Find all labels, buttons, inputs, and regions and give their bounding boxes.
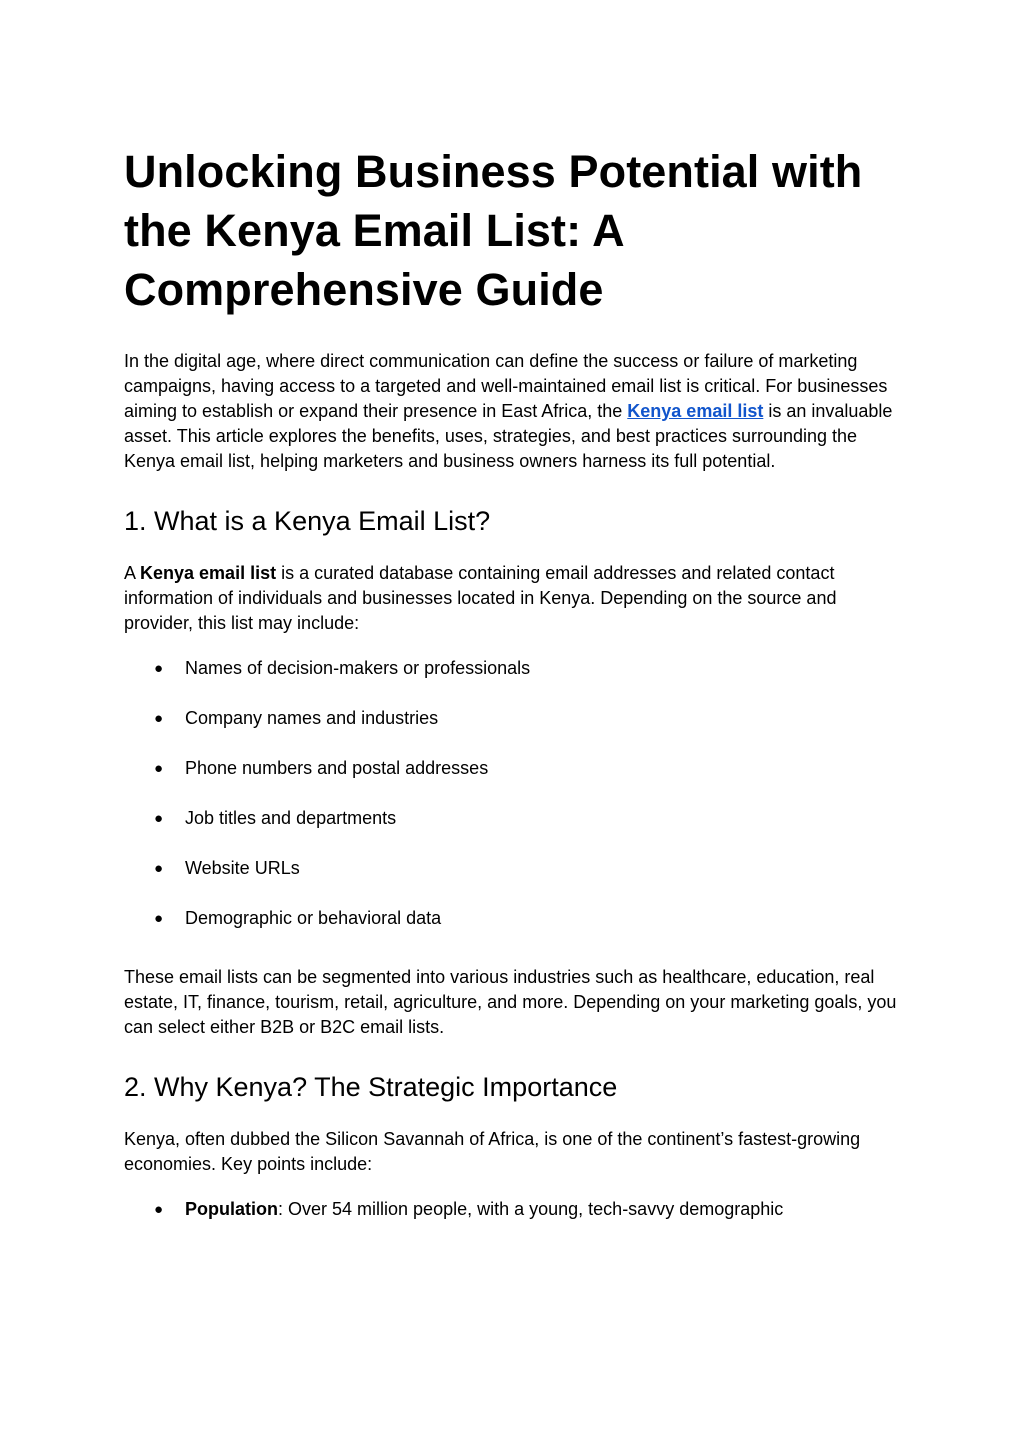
list-item-text: Website URLs: [185, 858, 300, 878]
section-heading-why-kenya: 2. Why Kenya? The Strategic Importance: [124, 1072, 618, 1102]
definition-paragraph: [124, 561, 900, 636]
why-kenya-paragraph: Kenya, often dubbed the Silicon Savannah of Africa, is one of the continent’s fastest-growing economies. Key points include:: [124, 1129, 861, 1174]
definition-bold-term: Kenya email list: [140, 563, 277, 583]
list-item: [124, 1197, 900, 1222]
kenya-email-list-link[interactable]: Kenya email list: [627, 401, 764, 421]
list-item-text: Names of decision-makers or professionals: [185, 658, 531, 678]
list-item-text: Company names and industries: [185, 708, 439, 728]
list-item-text: : Over 54 million people, with a young, tech-savvy demographic: [278, 1199, 784, 1219]
list-item: [124, 906, 900, 931]
intro-text-start: In the digital age, where direct communication can define the success or failure of marketing campaigns, having access to a targeted and well-maintained email list is critical. For businesses aiming to establish or expand their presence in East Africa, the: [124, 351, 888, 421]
bullet-icon: ●: [154, 710, 164, 727]
bullet-icon: ●: [154, 860, 164, 877]
list-item-text: Phone numbers and postal addresses: [185, 758, 489, 778]
document-page: [124, 142, 900, 1247]
bullet-icon: ●: [154, 810, 164, 827]
intro-text-end: is an invaluable asset. This article explores the benefits, uses, strategies, and best practices surrounding the Kenya email list, helping marketers and business owners harness its full potential.: [124, 401, 893, 471]
bullet-icon: ●: [154, 1201, 164, 1218]
list-item-text: Job titles and departments: [185, 808, 397, 828]
list-item: [124, 806, 900, 831]
list-item-bold: Population: [185, 1199, 278, 1219]
list-item: [124, 706, 900, 731]
key-points-bullet-list: [124, 1197, 900, 1222]
contents-bullet-list: [124, 656, 900, 931]
bullet-icon: ●: [154, 660, 164, 677]
definition-rest: is a curated database containing email addresses and related contact information of individuals and businesses located in Kenya. Depending on the source and provider, this list may include:: [124, 563, 837, 633]
list-item: [124, 656, 900, 681]
definition-prefix: A: [124, 563, 141, 583]
intro-paragraph: [124, 349, 900, 474]
document-title: Unlocking Business Potential with the Kenya Email List: A Comprehensive Guide: [124, 146, 863, 315]
bullet-icon: ●: [154, 760, 164, 777]
section-heading-what-is: 1. What is a Kenya Email List?: [124, 506, 491, 536]
list-item: [124, 856, 900, 881]
list-item: [124, 756, 900, 781]
bullet-icon: ●: [154, 910, 164, 927]
list-item-text: Demographic or behavioral data: [185, 908, 442, 928]
segmentation-paragraph: These email lists can be segmented into various industries such as healthcare, education, real estate, IT, finance, tourism, retail, agriculture, and more. Depending on your marketing goals, you can select either B2B or B2C email lists.: [124, 967, 897, 1037]
